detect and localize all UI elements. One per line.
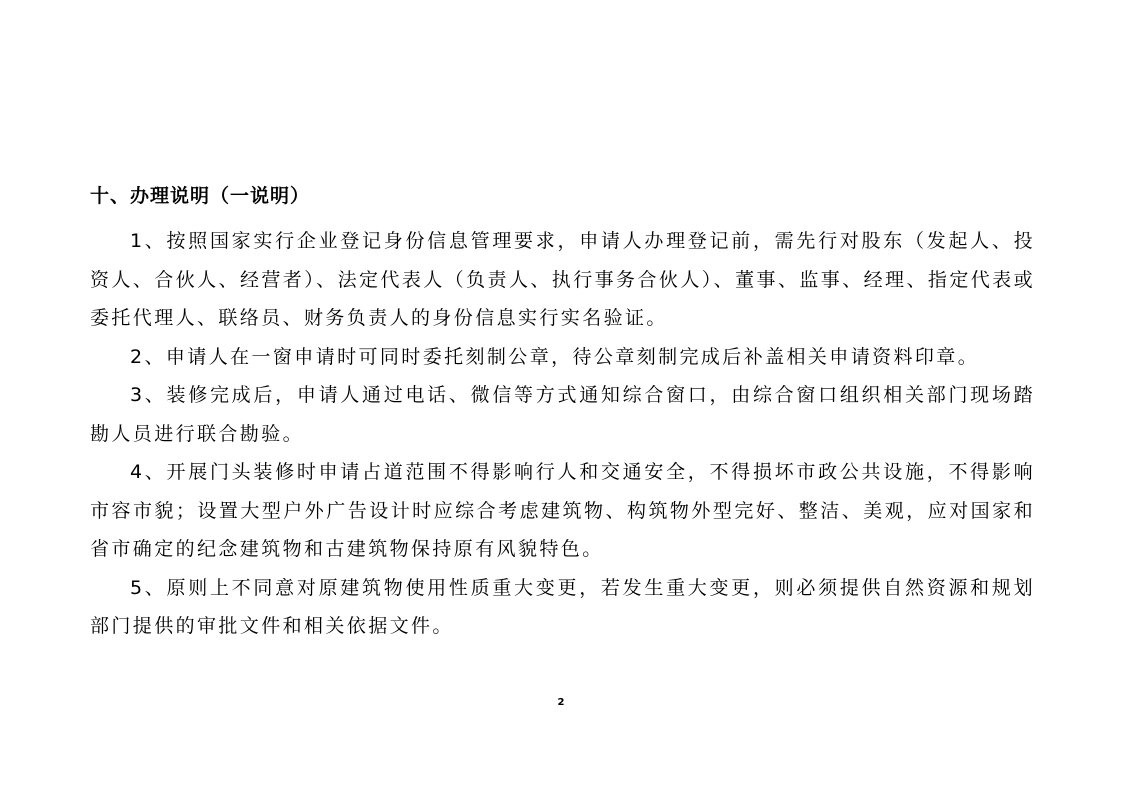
- paragraph-1: 1、按照国家实行企业登记身份信息管理要求，申请人办理登记前，需先行对股东（发起人、投资人、合伙人、经营者）、法定代表人（负责人、执行事务合伙人）、董事、监事、经理、指定代表或委托代理人、联络员、财务负责人的身份信息实行实名验证。: [90, 230, 1035, 329]
- paragraph-5: 5、原则上不同意对原建筑物使用性质重大变更，若发生重大变更，则必须提供自然资源和规划部门提供的审批文件和相关依据文件。: [90, 576, 1035, 637]
- paragraph-3: 3、装修完成后，申请人通过电话、微信等方式通知综合窗口，由综合窗口组织相关部门现场踏勘人员进行联合勘验。: [90, 384, 1035, 445]
- section-body: [90, 222, 1035, 646]
- paragraph-2: 2、申请人在一窗申请时可同时委托刻制公章，待公章刻制完成后补盖相关申请资料印章。: [130, 345, 980, 368]
- paragraph-4: 4、开展门头装修时申请占道范围不得影响行人和交通安全，不得损坏市政公共设施，不得影响市容市貌；设置大型户外广告设计时应综合考虑建筑物、构筑物外型完好、整洁、美观，应对国家和省市确定的纪念建筑物和古建筑物保持原有风貌特色。: [90, 461, 1035, 560]
- section-heading: 十、办理说明（一说明）: [90, 185, 311, 207]
- page-number: 2: [557, 697, 565, 708]
